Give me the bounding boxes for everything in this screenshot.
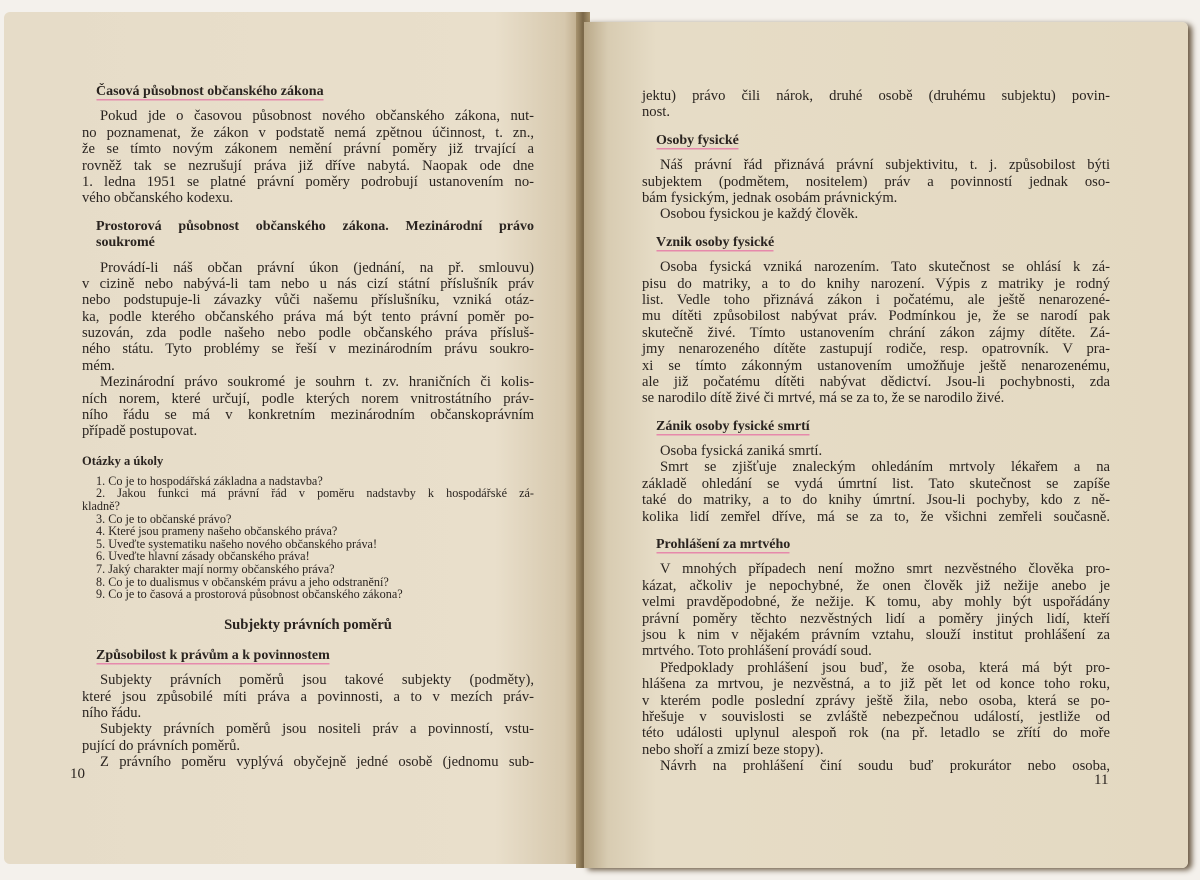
text-line: Návrh na prohlášení činí soudu buď prokurátor nebo osoba, [660, 758, 1110, 775]
text-line: hřešuje v souvislosti se zvláště nebezpečnou událostí, jestliže od [642, 708, 1110, 725]
questions-heading: Otázky a úkoly [82, 453, 164, 468]
section-heading [96, 648, 534, 664]
text-line: že se tímto novým zákonem nemění právní poměry již trvající a [82, 141, 534, 158]
paragraph [642, 459, 1110, 525]
paragraph [82, 672, 534, 721]
section-heading-text: Časová působnost občanského zákona [96, 84, 324, 99]
section-heading-text: Zánik osoby fysické smrtí [656, 418, 810, 434]
section-heading-text: Vznik osoby fysické [656, 234, 775, 250]
section-heading-line: soukromé [96, 235, 155, 251]
right-page-text-column [642, 88, 1110, 775]
paragraph [642, 758, 1110, 774]
section-heading [656, 419, 1110, 435]
text-line: mém. [82, 357, 115, 374]
text-line: Z právního poměru vyplývá obyčejně jedné osobě (jednomu sub- [100, 754, 534, 771]
left-page [4, 12, 582, 864]
paragraph [642, 259, 1110, 407]
text-line: pující do právních poměrů. [82, 737, 241, 754]
paragraph [82, 108, 534, 206]
text-line: Mezinárodní právo soukromé je souhrn t. zv. hraničních či kolis- [100, 374, 534, 391]
page-number-right: 11 [1094, 772, 1109, 788]
text-line: no poznamenat, že zákon v podstatě nemá zpětnou účinnost, t. zn., [82, 124, 534, 141]
question-item: 5. Uveďte systematiku našeho nového občanského práva! [96, 536, 378, 551]
page-number-left: 10 [70, 766, 85, 782]
text-line: vého občanského kodexu. [82, 190, 234, 207]
text-line: Smrt se zjišťuje znaleckým ohledáním mrtvoly lékařem a na [660, 459, 1110, 476]
text-line: kolika lidí zemřel dříve, má se za to, že všichni zemřeli současně. [642, 508, 1110, 525]
paragraph [82, 754, 534, 770]
text-line: Náš právní řád přiznává právní subjektivitu, t. j. způsobilost býti [660, 157, 1110, 174]
text-line: jsou k nim v nějakém právním vztahu, slouží institut prohlášení za [642, 627, 1110, 643]
section-heading [96, 219, 534, 252]
paragraph [82, 374, 534, 440]
text-line: Subjekty právních poměrů jsou nositeli práv a povinností, vstu- [100, 721, 534, 738]
text-line: ního řádu se má v konkretním mezinárodním občanskoprávním [82, 407, 534, 424]
section-heading-text: Prohlášení za mrtvého [656, 537, 791, 553]
text-line: této události uplynul alespoň rok (na př. letadlo se zřítí do moře [642, 725, 1110, 742]
section-heading [96, 84, 534, 100]
text-line: Osobou fysickou je každý člověk. [660, 206, 859, 223]
question-item: 6. Uveďte hlavní zásady občanského práva! [96, 549, 310, 564]
question-item: 3. Co je to občanské právo? [96, 511, 232, 526]
question-item: 1. Co je to hospodářská základna a nadstavba? [96, 473, 323, 488]
text-line: hlášena za mrtvou, je nezvěstná, a to již pět let od konce toho roku, [642, 676, 1110, 693]
paragraph [82, 260, 534, 375]
question-item: 7. Jaký charakter mají normy občanského práva? [96, 561, 335, 576]
text-line: ale již počatému dítěti nabývat dědictví. Jsou-li pochybnosti, zda [642, 373, 1110, 390]
text-line: nost. [642, 104, 670, 121]
paragraph [642, 443, 1110, 459]
text-line: ného státu. Tyto problémy se řeší v mezinárodním právu soukro- [82, 341, 534, 358]
left-page-text-column [82, 84, 534, 771]
text-line: základě ohledání se vydá úmrtní list. Tato skutečnost se zapíše [642, 475, 1110, 492]
text-line: se narodilo dítě živé či mrtvé, má se za to, že se narodilo živé. [642, 390, 1005, 407]
text-line: subjektem (podmětem, nositelem) práv a povinností jednak oso- [642, 173, 1110, 190]
text-line: ka, podle kterého občanského práva má být tento právní poměr po- [82, 308, 534, 325]
text-line: jmy nenarozeného dítěte zastupují rodiče, resp. opatrovník. V pra- [642, 341, 1110, 358]
paragraph [642, 206, 1110, 222]
paragraph [642, 561, 1110, 659]
text-line: Osoba fysická vzniká narozením. Tato skutečnost se ohlásí k zá- [660, 259, 1110, 276]
text-line: Předpoklady prohlášení jsou buď, že osoba, která má být pro- [660, 659, 1110, 676]
section-heading [656, 537, 1110, 553]
text-line: jektu) právo čili nárok, druhé osobě (druhému subjektu) povin- [642, 88, 1110, 104]
text-line: suzován, zda podle našeho nebo podle občanského práva přísluš- [82, 325, 534, 342]
question-item: 2. Jakou funkci má právní řád v poměru nadstavby k hospodářské zá- [96, 486, 534, 501]
text-line: Subjekty právních poměrů jsou takové subjekty (podměty), [100, 672, 534, 689]
text-line: v cizině nebo nabývá-li tam nebo u nás cizí státní příslušník práv [82, 275, 534, 292]
text-line: případě postupovat. [82, 423, 198, 440]
text-line: V mnohých případech není možno smrt nezvěstného člověka pro- [660, 561, 1110, 578]
paragraph [642, 660, 1110, 758]
text-line: bám fysickým, jednak osobám právnickým. [642, 189, 898, 206]
text-line: list. Vedle toho přiznává zákon i počatému, ale ještě nenarozené- [642, 291, 1110, 308]
text-line: skutečně živé. Tímto ustanovením chrání zákon zájmy dítěte. Zá- [642, 324, 1110, 341]
section-heading-text: Osoby fysické [656, 132, 739, 148]
text-line: Osoba fysická zaniká smrtí. [660, 443, 823, 460]
text-line: také do matriky, a to do knihy úmrtní. Jsou-li pochyby, kdo z ně- [642, 492, 1110, 509]
text-line: velmi pravděpodobné, že nežije. K tomu, aby mohly být uspořádány [642, 594, 1110, 611]
text-line: mrtvého. Toto prohlášení provádí soud. [642, 643, 872, 660]
text-line: ních norem, které určují, podle kterých norem vnitrostátního práv- [82, 390, 534, 407]
text-line: v kterém podle poslední zprávy ještě žila, nebo osoba, která se po- [642, 692, 1110, 709]
paragraph [642, 88, 1110, 121]
section-heading-line: Prostorová působnost občanského zákona. Mezinárodní právo [96, 218, 534, 234]
text-line: Provádí-li náš občan právní úkon (jednání, na př. smlouvu) [100, 259, 534, 276]
section-heading [656, 235, 1110, 251]
text-line: nebo shoří a zmizí beze stopy). [642, 741, 824, 758]
section-heading [656, 133, 1110, 149]
question-item: 4. Které jsou prameny našeho občanského práva? [96, 524, 338, 539]
text-line: rovněž tak se nezrušují práva již dříve nabytá. Naopak ode dne [82, 157, 534, 174]
question-item: 8. Co je to dualismus v občanském právu a jeho odstranění? [96, 574, 389, 589]
text-line: xi se tímto zákonným ustanovením umožňuje ještě nenarozenému, [642, 357, 1110, 374]
text-line: 1. ledna 1951 se platné právní poměry podrobují ustanovením no- [82, 173, 534, 190]
questions-list [82, 475, 534, 601]
section-heading-text: Způsobilost k právům a k povinnostem [96, 647, 330, 663]
paragraph [82, 721, 534, 754]
right-page [584, 22, 1188, 868]
text-line: nebo podstupuje-li závazky vůči našemu příslušníku, vzniká otáz- [82, 292, 534, 309]
question-item: kladně? [82, 499, 120, 514]
paragraph [642, 157, 1110, 206]
text-line: pisu do matriky, a to do knihy narození. Výpis z matriky je rodný [642, 275, 1110, 292]
text-line: mu dítěti způsobilost nabývat práv. Podmínkou je, že se narodí pak [642, 308, 1110, 325]
text-line: které jsou způsobilé míti práva a povinnosti, a to v mezích práv- [82, 688, 534, 705]
chapter-heading: Subjekty právních poměrů [224, 616, 392, 633]
question-item: 9. Co je to časová a prostorová působnost občanského zákona? [96, 587, 403, 602]
text-line: právní poměry těchto nezvěstných lidí a poměry jiných lidí, kteří [642, 610, 1110, 627]
text-line: kázat, ačkoliv je nepochybné, že onen člověk již nežije anebo je [642, 577, 1110, 594]
text-line: Pokud jde o časovou působnost nového občanského zákona, nut- [100, 108, 534, 125]
text-line: ního řádu. [82, 704, 142, 721]
